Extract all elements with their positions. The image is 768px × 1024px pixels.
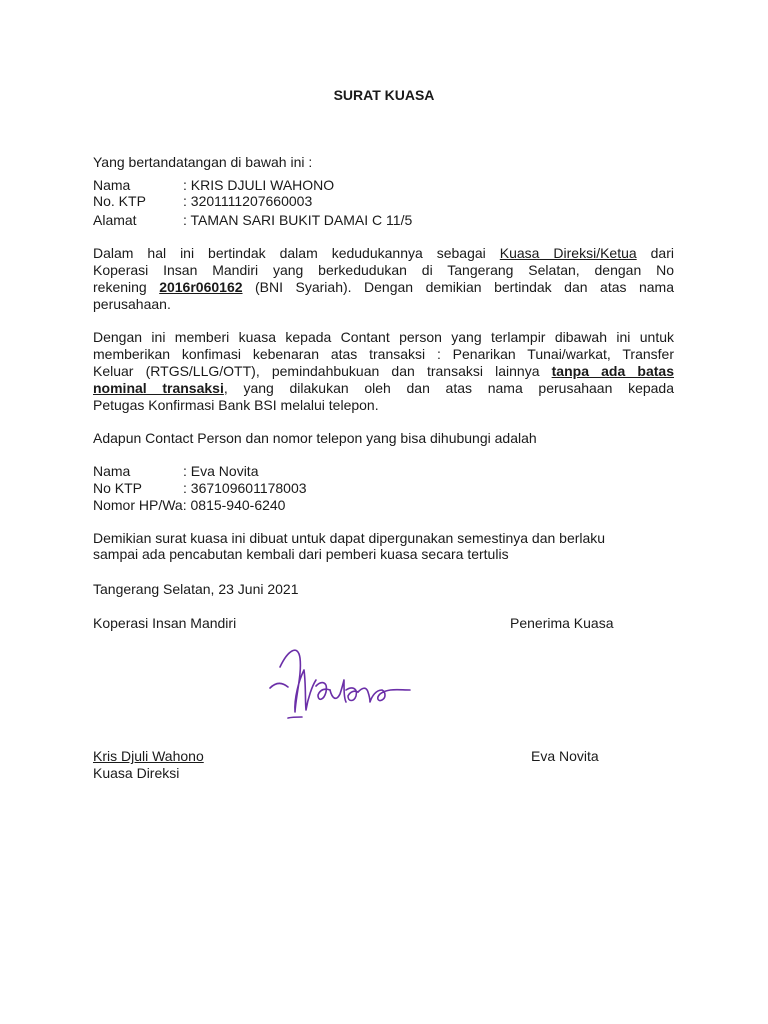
closing-line1: Demikian surat kuasa ini dibuat untuk dapat dipergunakan semestinya dan berlaku <box>93 530 606 546</box>
role-title: Kuasa Direksi/Ketua <box>499 245 637 261</box>
contact-name-label: Nama <box>93 463 131 479</box>
contact-intro: Adapun Contact Person dan nomor telepon yang bisa dihubungi adalah <box>93 430 537 446</box>
recipient-heading: Penerima Kuasa <box>510 615 614 631</box>
para1-text: rekening <box>93 279 147 295</box>
account-number: 2016r060162 <box>159 279 243 295</box>
para1-line1 <box>93 245 674 262</box>
para1-line4: perusahaan. <box>93 296 171 312</box>
grantor-ktp-label: No. KTP <box>93 193 146 209</box>
para2-line4 <box>93 380 674 397</box>
para1-line2: Koperasi Insan Mandiri yang berkedudukan di Tangerang Selatan, dengan No <box>93 262 674 278</box>
signer-right-name: Eva Novita <box>531 748 599 764</box>
para1-text: (BNI Syariah). Dengan demikian bertindak dan atas nama <box>255 279 675 295</box>
contact-phone: Nomor HP/Wa: 0815-940-6240 <box>93 497 286 513</box>
grantor-ktp-value: : 3201111207660003 <box>183 193 313 209</box>
para2-line3 <box>93 363 674 380</box>
limit-emphasis: nominal transaksi <box>93 380 224 396</box>
intro-text: Yang bertandatangan di bawah ini : <box>93 154 313 170</box>
para2-text: Keluar (RTGS/LLG/OTT), pemindahbukuan dan transaksi lainnya <box>93 363 540 379</box>
para1-line3 <box>93 279 674 296</box>
signer-left-title: Kuasa Direksi <box>93 765 180 781</box>
para2-text: , yang dilakukan oleh dan atas nama perusahaan kepada <box>223 380 674 396</box>
para2-line1: Dengan ini memberi kuasa kepada Contant person yang terlampir dibawah ini untuk <box>93 329 674 345</box>
contact-name-value: : Eva Novita <box>183 463 259 479</box>
para1-text: dari <box>650 245 674 261</box>
contact-ktp-label: No KTP <box>93 480 143 496</box>
handwritten-signature <box>258 640 438 735</box>
grantor-organization: Koperasi Insan Mandiri <box>93 615 237 631</box>
para2-line5: Petugas Konfirmasi Bank BSI melalui telepon. <box>93 397 379 413</box>
contact-ktp-value: : 367109601178003 <box>183 480 307 496</box>
grantor-name-label: Nama <box>93 177 131 193</box>
grantor-name-value: : KRIS DJULI WAHONO <box>183 177 335 193</box>
para1-text: Dalam hal ini bertindak dalam kedudukannya sebagai <box>93 245 486 261</box>
grantor-address-label: Alamat <box>93 212 137 228</box>
document-title: SURAT KUASA <box>333 87 435 103</box>
place-date: Tangerang Selatan, 23 Juni 2021 <box>93 581 299 597</box>
signer-left-name: Kris Djuli Wahono <box>93 748 204 764</box>
grantor-address-value: : TAMAN SARI BUKIT DAMAI C 11/5 <box>183 212 413 228</box>
limit-emphasis: tanpa ada batas <box>551 363 674 379</box>
closing-line2: sampai ada pencabutan kembali dari pemberi kuasa secara tertulis <box>93 546 509 562</box>
para2-line2: memberikan konfimasi kebenaran atas transaksi : Penarikan Tunai/warkat, Transfer <box>93 346 674 362</box>
